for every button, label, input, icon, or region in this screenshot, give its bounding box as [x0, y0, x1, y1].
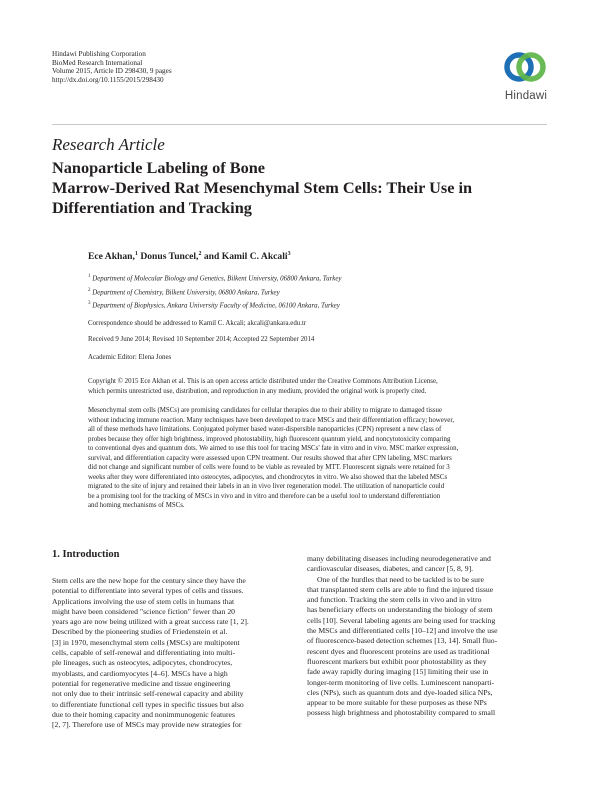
body-line: and function. Tracking the stem cells in vivo and in vitro [307, 595, 482, 605]
copyright-notice [88, 377, 548, 396]
body-line: potential to differentiate into several types of cells and tissues. [52, 586, 244, 596]
left-column [52, 576, 292, 730]
body-line: many debilitating diseases including neurodegenerative and [307, 554, 491, 563]
author-sup: 3 [287, 251, 291, 257]
body-line: [3] in 1970, mesenchymal stem cells (MSCs) are multipotent [52, 637, 240, 647]
affiliation-text: Department of Biophysics, Ankara University Faculty of Medicine, 06100 Ankara, Turkey [92, 302, 340, 310]
body-line: Applications involving the use of stem cells in humans that [52, 596, 235, 606]
author-name: Donus Tuncel, [140, 251, 199, 263]
body-line: Described by the pioneering studies of Friedenstein et al. [52, 627, 228, 637]
body-line: not only due to their intrinsic self-renewal capacity and ability [52, 689, 244, 699]
abstract-line: without inducing immune reaction. Many techniques have been developed to trace MSCs and their differentiation efficacy; however, [88, 416, 455, 424]
right-column [307, 554, 547, 719]
publisher-line: Hindawi Publishing Corporation [52, 50, 146, 58]
doi-link[interactable]: http://dx.doi.org/10.1155/2015/298430 [52, 75, 164, 84]
affiliations [88, 271, 341, 312]
body-line: cells, capable of self-renewal and differentiating into multi- [52, 648, 236, 658]
title-line: Nanoparticle Labeling of Bone [52, 158, 266, 177]
abstract-line: weeks after they were differentiated into osteocytes, adipocytes, and chondrocytes in vitro. We also showed that the labeled MSCs [88, 473, 448, 481]
affiliation-text: Department of Chemistry, Bilkent University, 06800 Ankara, Turkey [92, 289, 280, 296]
body-line: fade away rapidly during imaging [15] limiting their use in [307, 667, 489, 677]
body-line: appear to be more suitable for these purposes as these NPs [307, 698, 487, 708]
body-line: might have been considered "science fiction" fewer than 20 [52, 606, 236, 616]
body-line: cells [10]. Several labeling agents are being used for tracking [307, 615, 496, 625]
academic-editor: Academic Editor: Elena Jones [88, 354, 172, 361]
affiliation-sup: 3 [88, 301, 91, 307]
body-line: cles (NPs), such as quantum dots and dye-loaded silica NPs, [307, 687, 493, 697]
body-line: longer-term monitoring of live cells. Luminescent nanoparti- [307, 677, 495, 687]
correspondence: Correspondence should be addressed to Kamil C. Akcali; akcali@ankara.edu.tr [88, 320, 307, 327]
affiliation-text: Department of Molecular Biology and Genetics, Bilkent University, 06800 Ankara, Turkey [92, 275, 342, 283]
title-line: Differentiation and Tracking [52, 198, 252, 217]
body-line: years ago are now being utilized with a great success rate [1, 2]. [52, 617, 249, 627]
body-line: rescent dyes and fluorescent proteins are used as traditional [307, 646, 490, 656]
author-sup: 2 [198, 251, 202, 257]
abstract-line: Mesenchymal stem cells (MSCs) are promising candidates for cellular therapies due to their ability to migrate to damaged tissue [88, 407, 443, 414]
journal-name: BioMed Research International [52, 58, 143, 67]
copyright-line: which permits unrestricted use, distribution, and reproduction in any medium, provided the original work is properly cited. [88, 387, 427, 395]
history-dates: Received 9 June 2014; Revised 10 September 2014; Accepted 22 September 2014 [88, 336, 315, 343]
author-name: Ece Akhan, [88, 251, 135, 263]
abstract-line: migrated to the site of injury and retained their labels in an in vivo liver regeneration model. The utilization of nanoparticle could [88, 483, 445, 491]
body-line: the MSCs and differentiated cells [10–12] and involve the use [307, 626, 498, 636]
author-list [88, 251, 291, 262]
article-type: Research Article [52, 135, 165, 154]
affiliation-line [88, 271, 341, 285]
journal-header [52, 50, 172, 84]
body-line: Stem cells are the new hope for the century since they have the [52, 576, 246, 585]
body-line: of fluorescence-based detection schemes [13, 14]. Small fluo- [307, 636, 498, 646]
abstract [88, 406, 548, 511]
body-line: that transplanted stem cells are able to find the injured tissue [307, 584, 494, 594]
affiliation-sup: 2 [88, 287, 91, 293]
article-title [52, 158, 552, 218]
abstract-line: be a promising tool for the tracking of MSCs in vivo and in vitro and therefore can be a useful tool to understand differentiation [88, 492, 441, 500]
body-line: ple lineages, such as osteocytes, adipocytes, chondrocytes, [52, 658, 233, 668]
abstract-line: probes because they offer high brightness, improved photostability, high fluorescent quantum yield, and noncytotoxicity comparing [88, 435, 451, 443]
affiliation-line [88, 298, 341, 312]
body-line: has beneficiary effects on understanding the biology of stem [307, 605, 493, 615]
body-line: cardiovascular diseases, diabetes, and cancer [5, 8, 9]. [307, 564, 474, 574]
body-line: potential for regenerative medicine and tissue engineering [52, 678, 231, 688]
abstract-line: did not change and significant number of cells were found to be viable as revealed by MTT. Fluorescent signals were retained for 3 [88, 464, 450, 472]
body-line: myoblasts, and cardiomyocytes [4–6]. MSCs have a high [52, 668, 228, 678]
affiliation-sup: 1 [88, 274, 91, 279]
author-name: and Kamil C. Akcali [203, 251, 288, 263]
abstract-line: all of these methods have limitations. Conjugated polymer based water-dispersible nanoparticles (CPN) represent a new class of [88, 426, 442, 434]
affiliation-line [88, 285, 341, 299]
copyright-line: Copyright © 2015 Ece Akhan et al. This is an open access article distributed under the Creative Commons Attribution License, [88, 378, 438, 385]
author-sup: 1 [134, 251, 138, 257]
body-line: due to their homing capacity and nonimmunogenic features [52, 709, 235, 719]
body-line: fluorescent markers but exhibit poor photostability as they [307, 656, 487, 666]
header-divider [52, 124, 547, 125]
abstract-line: survival, and differentiation capacity were assessed upon CPN treatment. Our results showed that after CPN labeling, MSC markers [88, 454, 452, 462]
section-heading: 1. Introduction [52, 549, 120, 560]
body-line: possess high brightness and photostability compared to small [307, 708, 496, 718]
abstract-line: to conventional dyes and quantum dots. We aimed to use this tool for tracing MSCs' fate in vitro and in vivo. MSC marker expression, [88, 445, 459, 453]
hindawi-logo-word: Hindawi [504, 90, 548, 102]
body-line: to differentiate functional cell types in specific tissues but also [52, 699, 244, 709]
body-line: [2, 7]. Therefore use of MSCs may provide new strategies for [52, 720, 242, 730]
body-line: One of the hurdles that need to be tackled is to be sure [317, 574, 484, 584]
volume-line: Volume 2015, Article ID 298430, 9 pages [52, 67, 172, 76]
title-line: Marrow-Derived Rat Mesenchymal Stem Cells: Their Use in [52, 178, 473, 197]
abstract-line: and homing mechanisms of MSCs. [88, 502, 185, 510]
